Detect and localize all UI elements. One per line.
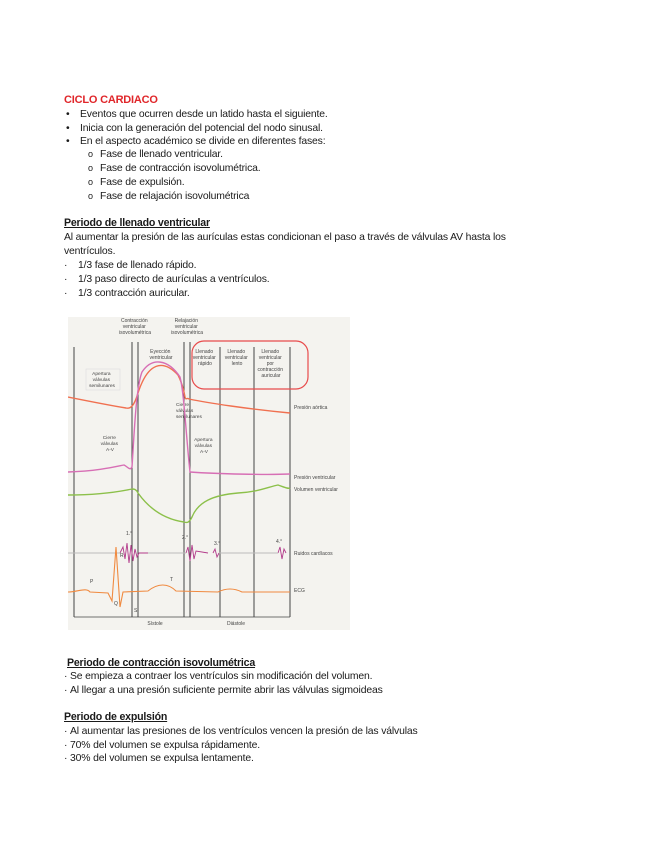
label-apertura-av: Apertura válvulas A-V [194, 438, 213, 455]
document-title: CICLO CARDIACO [64, 94, 158, 106]
intro-bullet: • En el aspecto académico se divide en diferentes fases: [66, 136, 326, 147]
phase-item: o Fase de expulsión. [88, 177, 185, 188]
ecg-q: Q [114, 601, 118, 607]
section1-text: Al aumentar la presión de las aurículas estas condicionan el paso a través de válvulas AV hasta los [64, 232, 506, 243]
label-llenado-rapido: Llenado ventricular rápido [192, 349, 216, 367]
ecg-t: T [170, 577, 174, 583]
section2-bullet: · Al llegar a una presión suficiente permite abrir las válvulas sigmoideas [64, 685, 383, 696]
section1-text: ventrículos. [64, 246, 116, 257]
label-relajacion: Relajación ventricular isovolumétrica [171, 318, 203, 336]
ecg-r: R [120, 553, 124, 559]
sound-1: 1.° [126, 531, 133, 537]
sound-4: 4.° [276, 539, 283, 545]
label-presion-ventricular: Presión ventricular [294, 475, 336, 481]
phase-item: o Fase de contracción isovolumétrica. [88, 163, 261, 174]
label-apertura-semilunares: Apertura válvulas semilunares [89, 372, 115, 389]
phase-item: o Fase de llenado ventricular. [88, 149, 223, 160]
heart-sounds [68, 543, 286, 563]
intro-bullet: • Eventos que ocurren desde un latido hasta el siguiente. [66, 109, 328, 120]
label-contraccion: Contracción ventricular isovolumétrica [119, 318, 151, 336]
intro-bullet: • Inicia con la generación del potencial del nodo sinusal. [66, 123, 323, 134]
ventricular-volume-curve [68, 485, 290, 522]
section1-bullet: · 1/3 fase de llenado rápido. [64, 260, 197, 271]
section2-bullet: · Se empieza a contraer los ventrículos sin modificación del volumen. [64, 671, 373, 682]
label-eyeccion: Eyección ventricular [149, 349, 173, 361]
section-heading-contraccion: Periodo de contracción isovolumétrica [67, 657, 256, 669]
section3-bullet: · 70% del volumen se expulsa rápidamente. [64, 740, 260, 751]
section1-bullet: · 1/3 paso directo de aurículas a ventrículos. [64, 274, 270, 285]
sound-2: 2.° [182, 535, 189, 541]
ecg-p: P [90, 579, 94, 585]
section3-bullet: · 30% del volumen se expulsa lentamente. [64, 753, 254, 764]
label-cierre-semilunares: Cierre válvulas semilunares [176, 403, 202, 420]
sound-3: 3.° [214, 541, 221, 547]
label-volumen-ventricular: Volumen ventricular [294, 487, 338, 493]
ecg-s: S [134, 608, 138, 614]
ecg-trace [68, 547, 290, 607]
section-heading-expulsion: Periodo de expulsión [64, 711, 168, 723]
label-llenado-lento: Llenado ventricular lento [224, 349, 248, 367]
section-heading-llenado: Periodo de llenado ventricular [64, 217, 210, 229]
cardiac-cycle-figure [68, 317, 350, 630]
label-cierre-av: Cierre válvulas A-V [100, 436, 118, 453]
label-ecg: ECG [294, 588, 305, 594]
label-llenado-contraccion: Llenado ventricular por contracción auricular [257, 349, 284, 379]
label-sistole: Sístole [147, 621, 163, 627]
cardiac-cycle-diagram [68, 317, 350, 630]
section1-bullet: · 1/3 contracción auricular. [64, 288, 190, 299]
phase-item: o Fase de relajación isovolumétrica [88, 191, 250, 202]
label-presion-aortica: Presión aórtica [294, 405, 328, 411]
label-ruidos-cardiacos: Ruidos cardíacos [294, 551, 333, 557]
section3-bullet: · Al aumentar las presiones de los ventrículos vencen la presión de las válvulas [64, 726, 418, 737]
label-diastole: Diástole [226, 621, 246, 627]
